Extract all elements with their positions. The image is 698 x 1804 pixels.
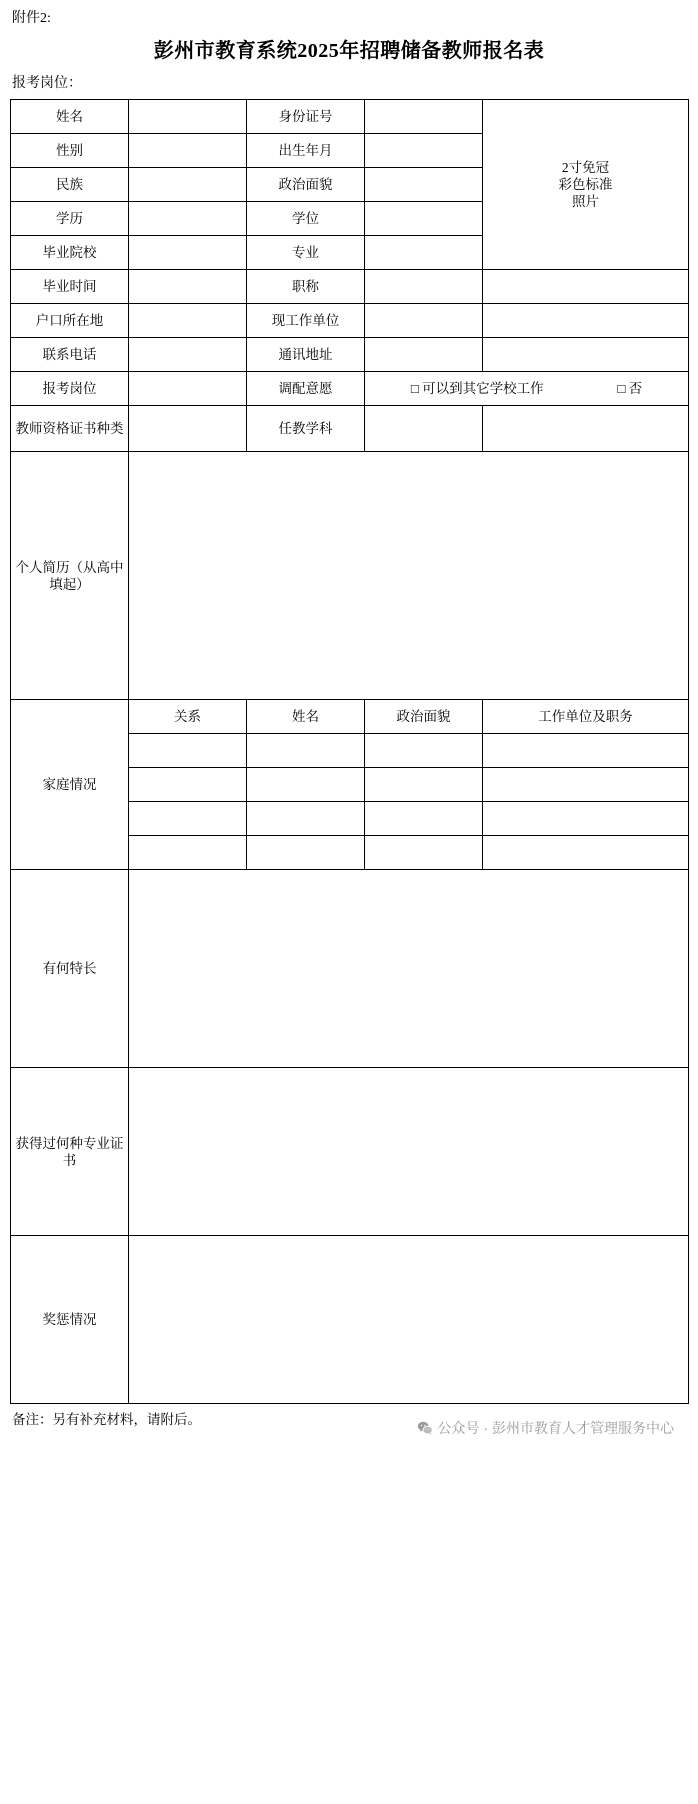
family-cell-relation[interactable]: [129, 734, 247, 768]
label-name: 姓名: [11, 100, 129, 134]
table-row: [11, 338, 689, 372]
photo-line-1: 2寸免冠: [561, 160, 610, 175]
label-phone: 联系电话: [11, 338, 129, 372]
field-teaching-subject-extra[interactable]: [483, 406, 689, 452]
field-school[interactable]: [129, 236, 247, 270]
field-cert-type[interactable]: [129, 406, 247, 452]
field-political-status[interactable]: [365, 168, 483, 202]
field-title-rank-extra[interactable]: [483, 270, 689, 304]
applied-post-line: 报考岗位：: [12, 76, 82, 91]
field-phone[interactable]: [129, 338, 247, 372]
family-cell-relation[interactable]: [129, 802, 247, 836]
label-title-rank: 职称: [247, 270, 365, 304]
field-title-rank[interactable]: [365, 270, 483, 304]
photo-line-2: 彩色标准: [558, 177, 613, 192]
photo-line-3: 照片: [572, 194, 599, 209]
label-major: 专业: [247, 236, 365, 270]
label-address: 通讯地址: [247, 338, 365, 372]
family-cell-workunit[interactable]: [483, 734, 689, 768]
family-cell-political[interactable]: [365, 836, 483, 870]
field-household[interactable]: [129, 304, 247, 338]
field-transfer-will: [365, 372, 689, 406]
table-row: [11, 1068, 689, 1236]
family-cell-relation[interactable]: [129, 768, 247, 802]
field-teaching-subject[interactable]: [365, 406, 483, 452]
label-current-work-unit: 现工作单位: [247, 304, 365, 338]
family-cell-workunit[interactable]: [483, 802, 689, 836]
label-birth-date: 出生年月: [247, 134, 365, 168]
field-id-number[interactable]: [365, 100, 483, 134]
table-row: [11, 870, 689, 1068]
family-header-name: 姓名: [247, 700, 365, 734]
field-current-work-unit[interactable]: [365, 304, 483, 338]
family-cell-name[interactable]: [247, 734, 365, 768]
label-school: 毕业院校: [11, 236, 129, 270]
label-teaching-subject: 任教学科: [247, 406, 365, 452]
field-resume[interactable]: [129, 452, 689, 700]
field-nation[interactable]: [129, 168, 247, 202]
table-row: [11, 304, 689, 338]
table-row: [11, 406, 689, 452]
table-row: [11, 452, 689, 700]
field-address[interactable]: [365, 338, 483, 372]
label-gender: 性别: [11, 134, 129, 168]
table-row: [11, 100, 689, 134]
checkbox-transfer-no[interactable]: [617, 380, 642, 397]
label-household: 户口所在地: [11, 304, 129, 338]
footer-area: [10, 1410, 688, 1444]
field-applied-post[interactable]: [129, 372, 247, 406]
field-rewards[interactable]: [129, 1236, 689, 1404]
checkbox-transfer-no-label: 否: [628, 381, 643, 396]
family-cell-political[interactable]: [365, 768, 483, 802]
label-political-status: 政治面貌: [247, 168, 365, 202]
family-cell-name[interactable]: [247, 802, 365, 836]
field-name[interactable]: [129, 100, 247, 134]
table-row: [11, 700, 689, 734]
family-cell-workunit[interactable]: [483, 768, 689, 802]
family-cell-political[interactable]: [365, 802, 483, 836]
family-cell-name[interactable]: [247, 768, 365, 802]
label-degree: 学位: [247, 202, 365, 236]
field-major[interactable]: [365, 236, 483, 270]
field-education[interactable]: [129, 202, 247, 236]
footer-note: 备注：另有补充材料，请附后。: [12, 1412, 201, 1427]
wechat-icon: [417, 1420, 433, 1436]
attachment-label: 附件2:: [12, 11, 51, 26]
family-cell-workunit[interactable]: [483, 836, 689, 870]
label-certificates: 获得过何种专业证书: [11, 1068, 129, 1236]
watermark-text: 公众号 · 彭州市教育人才管理服务中心: [437, 1420, 674, 1436]
family-header-political: 政治面貌: [365, 700, 483, 734]
label-specialty: 有何特长: [11, 870, 129, 1068]
field-graduation-time[interactable]: [129, 270, 247, 304]
family-header-workunit: 工作单位及职务: [483, 700, 689, 734]
label-rewards: 奖惩情况: [11, 1236, 129, 1404]
label-resume: 个人简历（从高中填起）: [11, 452, 129, 700]
checkbox-icon: □: [617, 381, 626, 396]
field-degree[interactable]: [365, 202, 483, 236]
field-gender[interactable]: [129, 134, 247, 168]
table-row: [11, 270, 689, 304]
field-certificates[interactable]: [129, 1068, 689, 1236]
label-transfer-will: 调配意愿: [247, 372, 365, 406]
family-cell-relation[interactable]: [129, 836, 247, 870]
label-id-number: 身份证号: [247, 100, 365, 134]
family-cell-name[interactable]: [247, 836, 365, 870]
label-nation: 民族: [11, 168, 129, 202]
watermark: [417, 1418, 674, 1438]
page-title: 彭州市教育系统2025年招聘储备教师报名表: [153, 40, 545, 62]
field-address-extra[interactable]: [483, 338, 689, 372]
label-education: 学历: [11, 202, 129, 236]
family-header-relation: 关系: [129, 700, 247, 734]
checkbox-transfer-yes-label: 可以到其它学校工作: [422, 381, 544, 396]
field-birth-date[interactable]: [365, 134, 483, 168]
label-cert-type: 教师资格证书种类: [11, 406, 129, 452]
photo-placeholder: [483, 100, 689, 270]
registration-form-table: [10, 99, 689, 1404]
field-current-work-unit-extra[interactable]: [483, 304, 689, 338]
checkbox-icon: □: [410, 381, 420, 396]
family-cell-political[interactable]: [365, 734, 483, 768]
field-specialty[interactable]: [129, 870, 689, 1068]
label-graduation-time: 毕业时间: [11, 270, 129, 304]
label-family: 家庭情况: [11, 700, 129, 870]
table-row: [11, 1236, 689, 1404]
label-applied-post: 报考岗位: [11, 372, 129, 406]
table-row: [11, 372, 689, 406]
checkbox-transfer-yes[interactable]: [411, 380, 544, 397]
